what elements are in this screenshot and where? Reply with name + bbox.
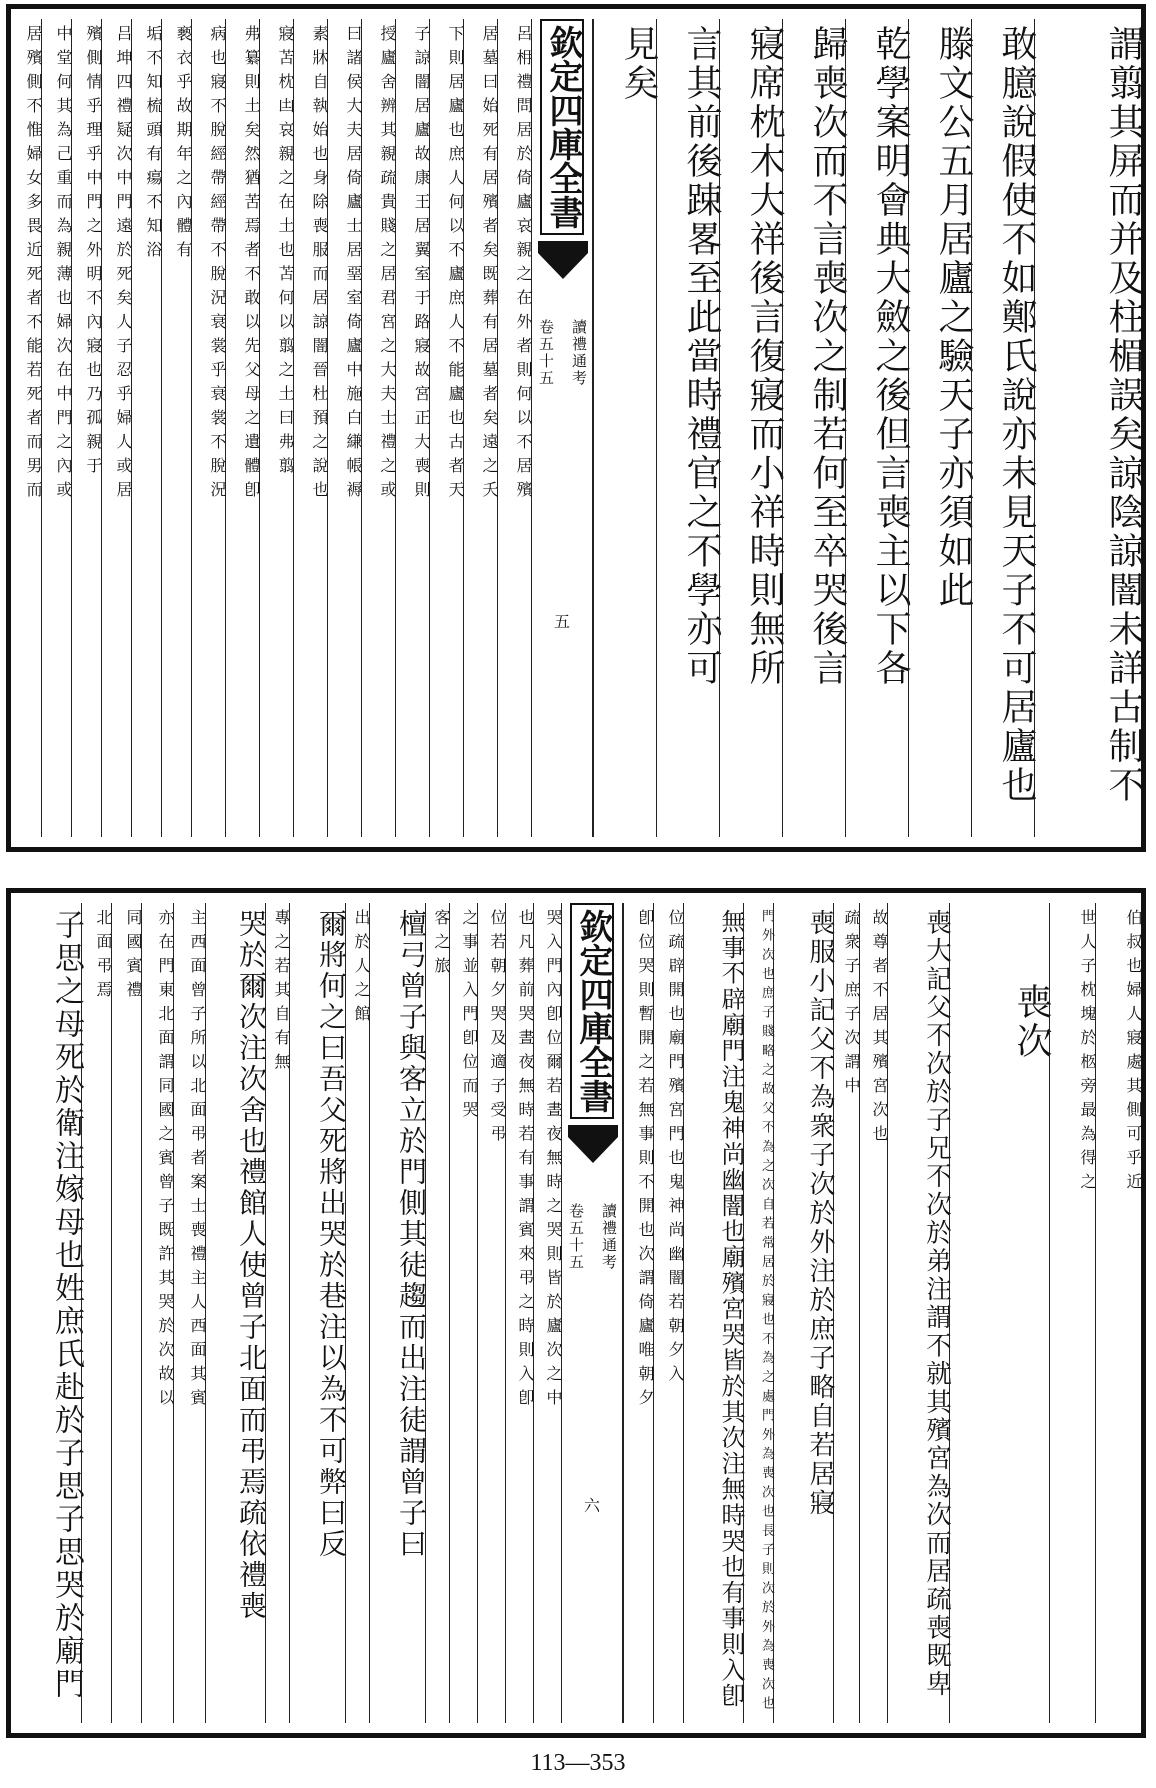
- column-text: 病也寢不脫經帶經帶不脫況衰裳乎衰裳不脫況: [208, 25, 227, 505]
- column-text: 出於人之館: [352, 909, 371, 1029]
- column-text: 中堂何其為己重而為親薄也婦次在中門之內或: [54, 25, 73, 505]
- column-text: 寢苫枕凷哀親之在土也苫何以翦之土曰弗翦: [276, 25, 295, 481]
- text-column: [111, 903, 141, 1723]
- folio-number: 113—353: [530, 1750, 626, 1776]
- juan-number: 卷五十五: [567, 1203, 585, 1271]
- text-column: [1049, 903, 1095, 1723]
- lower-page: [6, 888, 1146, 1738]
- text-column: [11, 19, 41, 837]
- column-text: 之事並入門卽位而哭: [460, 909, 479, 1125]
- text-column: [191, 19, 225, 837]
- text-column: [289, 903, 348, 1723]
- column-text: 亦在門東北面謂同國之賓曾子既許其哭於次故以: [156, 909, 175, 1413]
- column-text: 世人子枕塊於柩旁最為得之: [1078, 909, 1097, 1197]
- leaf-number: 五: [553, 612, 571, 631]
- center-header-column: [531, 19, 593, 837]
- text-column: [225, 19, 259, 837]
- column-text: 垢不知梳頭有瘍不知浴: [144, 25, 163, 265]
- column-text: 見矣: [618, 25, 659, 103]
- column-text: 殯側情乎理乎中門之外明不內寢也乃孤親于: [84, 25, 103, 481]
- text-column: [845, 19, 911, 837]
- header-title: 欽定四庫全書: [540, 19, 584, 235]
- text-column: [81, 903, 111, 1723]
- column-text: 檀弓曾子與客立於門側其徒趨而出注徒謂曾子曰: [395, 909, 428, 1560]
- column-text: 無事不辟廟門注鬼神尚幽闇也廟殯宮哭皆於其次注無時哭也有事則入卽: [717, 909, 745, 1709]
- column-text: 歸喪次而不言喪次之制若何至卒哭後言: [807, 25, 848, 688]
- juan-number: 卷五十五: [537, 319, 555, 387]
- text-column: [505, 903, 533, 1723]
- column-text: 也凡葬前哭晝夜無時若有事謂賓來弔之時則入卽: [516, 909, 535, 1413]
- column-text: 卽位哭則暫開之若無事則不開也次謂倚廬唯朝夕: [636, 909, 655, 1413]
- column-text: 門外次也庶子賤略之故父不為之次自若常居於寢也不為之處門外為喪次也長子則次於外為喪次也: [759, 909, 774, 1716]
- text-column: [656, 19, 722, 837]
- column-text: 居殯側不惟婦女多畏近死者不能若死者而男而: [24, 25, 43, 505]
- column-text: 客之旅: [432, 909, 451, 981]
- column-text: 爾將何之曰吾父死將出哭於巷注以為不可弊曰反: [315, 909, 348, 1560]
- text-column: [1034, 19, 1144, 837]
- column-text: 位若朝夕哭及適子受弔: [488, 909, 507, 1149]
- column-text: 弗纂則土矣然猶苦焉者不敢以先父母之遺體卽: [242, 25, 261, 505]
- column-text: 吕坤四禮疑次中門遠於死矣人子忍乎婦人或居: [114, 25, 133, 505]
- column-text: 喪大記父不次於子兄不次於弟注謂不就其殯宮為次而居疏喪既卑: [922, 909, 952, 1699]
- text-column: [719, 19, 785, 837]
- text-column: [477, 903, 505, 1723]
- book-title: 讀禮通考: [600, 1203, 618, 1271]
- text-column: [623, 903, 653, 1723]
- column-text: 寢席枕木大祥後言復寢而小祥時則無所: [744, 25, 785, 688]
- column-text: 喪服小記父不為衆子次於外注於庶子略自若居寢: [805, 909, 835, 1518]
- column-text: 子諒闇居廬故康王居翼室于路寢故宮正大喪則: [412, 25, 431, 505]
- fish-tail-mark: [568, 1125, 618, 1163]
- column-text: 謂翦其屏而并及柱楣誤矣諒陰諒闇未詳古制不: [1103, 25, 1144, 805]
- column-text: 疏衆子庶子次謂中: [842, 909, 861, 1101]
- column-text: 哭於爾次注次舍也禮館人使曾子北面而弔焉疏依禮喪: [235, 909, 268, 1622]
- text-column: [131, 19, 161, 837]
- column-text: 子思之母死於衛注嫁母也姓庶氏赴於子思子思哭於廟門: [49, 909, 84, 1701]
- column-text: 下則居廬也庶人何以不廬庶人不能廬也古者天: [446, 25, 465, 505]
- column-text: 敢臆說假使不如鄭氏說亦未見天子不可居廬也: [996, 25, 1037, 805]
- text-column: [497, 19, 531, 837]
- text-column: [887, 903, 952, 1723]
- column-text: 北面弔焉: [94, 909, 113, 1005]
- text-column: [327, 19, 361, 837]
- column-text: 居墓曰始死有居殯者矣既葬有居墓者矣遠之夭: [480, 25, 499, 505]
- text-column: [773, 903, 833, 1723]
- text-column: [41, 19, 71, 837]
- column-text: 言其前後踈畧至此當時禮官之不學亦可: [681, 25, 722, 688]
- text-column: [463, 19, 497, 837]
- header-title: 欽定四庫全書: [570, 903, 614, 1119]
- text-column: [782, 19, 848, 837]
- text-column: [101, 19, 131, 837]
- text-column: [429, 19, 463, 837]
- text-column: [1095, 903, 1141, 1723]
- section-title-column: [949, 903, 1052, 1723]
- text-column: [653, 903, 683, 1723]
- column-text: 哭入門內卽位爾若晝夜無時之哭則皆於廬次之中: [544, 909, 563, 1413]
- text-column: [71, 19, 101, 837]
- column-text: 位疏辟開也廟門殯宮門也鬼神尚幽闇若朝夕入: [666, 909, 685, 1389]
- upper-page: [6, 4, 1146, 852]
- text-column: [173, 903, 205, 1723]
- column-text: 同國賓禮: [124, 909, 143, 1005]
- text-column: [743, 903, 773, 1723]
- text-column: [449, 903, 477, 1723]
- column-text: 專之若其自有無: [272, 909, 291, 1077]
- text-column: [345, 903, 369, 1723]
- section-title: 喪次: [1011, 983, 1052, 1061]
- text-column: [683, 903, 743, 1723]
- text-column: [11, 903, 84, 1723]
- book-title: 讀禮通考: [570, 319, 588, 387]
- column-text: 素牀自執始也身除喪服而居諒闇晉杜預之說也: [310, 25, 329, 505]
- text-column: [369, 903, 428, 1723]
- text-column: [161, 19, 191, 837]
- column-text: 乾學案明會典大斂之後但言喪主以下各: [870, 25, 911, 688]
- text-column: [859, 903, 887, 1723]
- text-column: [293, 19, 327, 837]
- text-column: [533, 903, 561, 1723]
- column-text: 授廬舍辨其親疏貴賤之居君宮之大夫士禮之或: [378, 25, 397, 505]
- text-column: [971, 19, 1037, 837]
- text-column: [395, 19, 429, 837]
- text-column: [265, 903, 289, 1723]
- column-text: 曰諸侯大夫居倚廬士居堊室倚廬中施白縑帳褥: [344, 25, 363, 505]
- text-column: [361, 19, 395, 837]
- column-text: 伯叔也婦人寢處其側可乎近: [1124, 909, 1143, 1197]
- text-column: [141, 903, 173, 1723]
- column-text: 褻衣乎故期年之內體有: [174, 25, 193, 265]
- column-text: 故尊者不居其殯宮次也: [870, 909, 889, 1149]
- fish-tail-mark: [538, 241, 588, 279]
- column-text: 滕文公五月居廬之驗天子亦須如此: [933, 25, 974, 610]
- text-column: [908, 19, 974, 837]
- leaf-number: 六: [583, 1496, 601, 1515]
- text-column: [425, 903, 449, 1723]
- column-text: 呂枏禮問居於倚廬哀親之在外者則何以不居殯: [514, 25, 533, 505]
- text-column: [205, 903, 268, 1723]
- text-column: [833, 903, 859, 1723]
- text-column: [593, 19, 659, 837]
- column-text: 主西面曾子所以北面弔者案士喪禮主人西面其賓: [188, 909, 207, 1413]
- text-column: [259, 19, 293, 837]
- center-header-column: [561, 903, 623, 1723]
